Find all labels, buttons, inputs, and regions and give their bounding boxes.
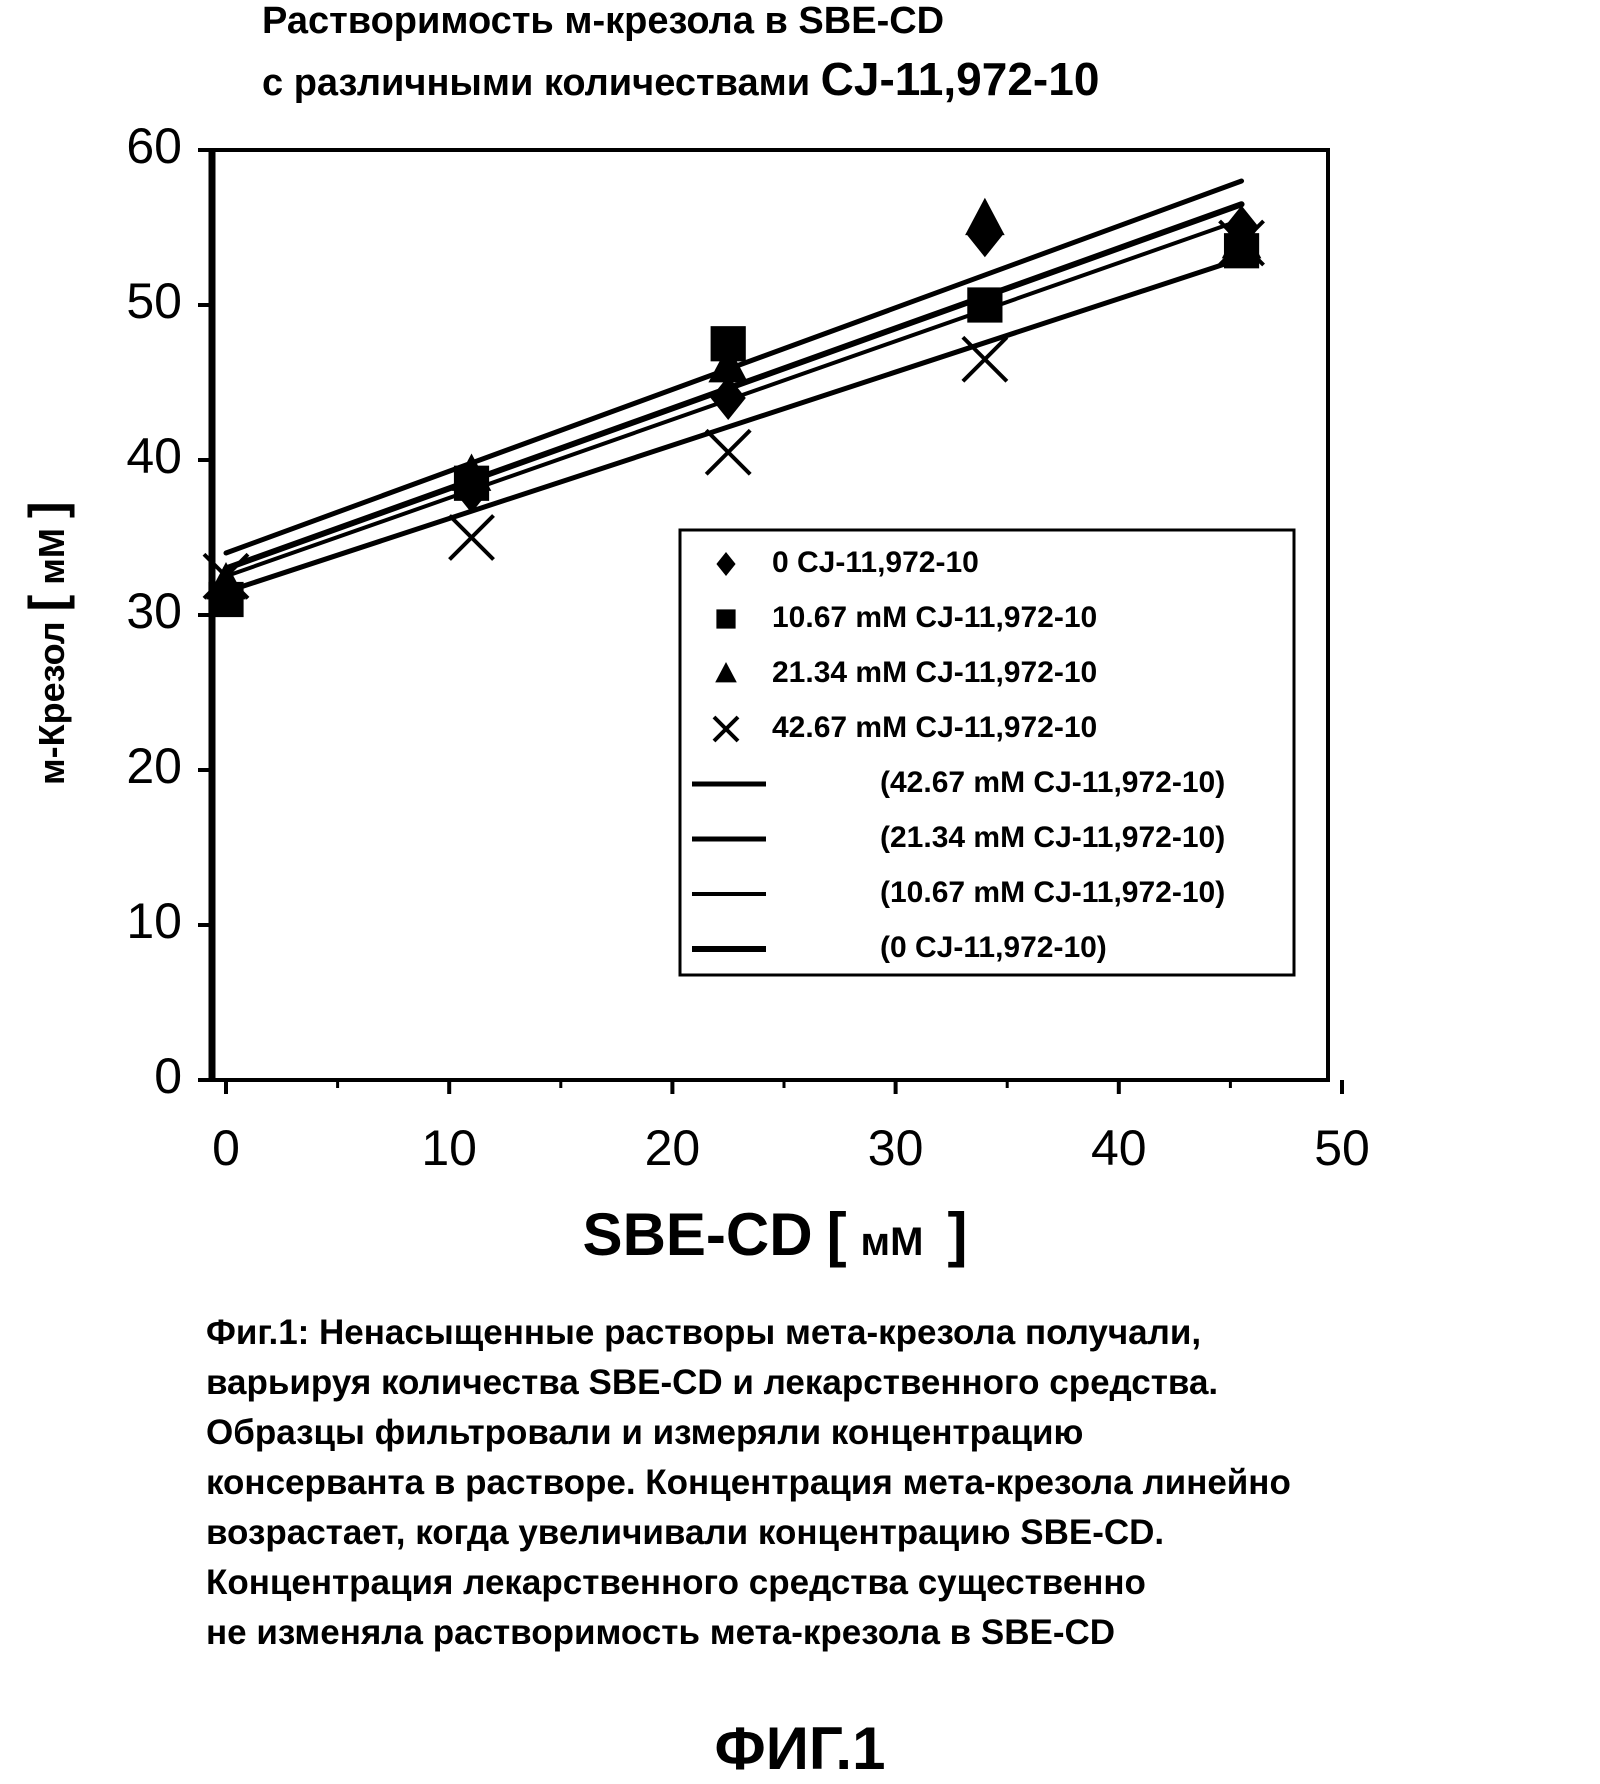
caption-line: консерванта в растворе. Концентрация мета-крезола линейно xyxy=(206,1463,1291,1502)
caption-line: Концентрация лекарственного средства существенно xyxy=(206,1563,1146,1602)
x-axis-bracket-open: [ xyxy=(826,1201,847,1268)
marker-triangle xyxy=(965,198,1005,235)
caption-line: возрастает, когда увеличивали концентрацию SBE-CD. xyxy=(206,1513,1165,1552)
x-axis-label-unit: мМ xyxy=(860,1220,924,1264)
y-axis-bracket-close: ] xyxy=(19,501,75,519)
legend-entry-label: 42.67 mM CJ-11,972-10 xyxy=(772,710,1098,744)
x-axis-bracket-close: ] xyxy=(947,1201,968,1268)
chart-title-compound: CJ-11,972-10 xyxy=(820,53,1100,105)
y-axis-bracket-open: [ xyxy=(19,594,75,612)
x-tick-label: 0 xyxy=(212,1120,240,1176)
y-tick-label: 30 xyxy=(126,583,182,640)
legend-entry-label: 21.34 mM CJ-11,972-10 xyxy=(772,655,1098,689)
legend-entry-label: 0 CJ-11,972-10 xyxy=(772,545,979,579)
chart-title-prefix: с различными количествами xyxy=(262,62,811,104)
x-tick-label: 10 xyxy=(421,1120,478,1176)
y-axis-label xyxy=(19,501,75,785)
y-tick-label: 0 xyxy=(154,1048,182,1105)
legend-entry-label: (21.34 mM CJ-11,972-10) xyxy=(880,820,1226,854)
x-tick-label: 30 xyxy=(867,1120,924,1176)
y-tick-label: 40 xyxy=(126,428,182,485)
x-tick-label: 40 xyxy=(1090,1120,1147,1176)
x-axis-ticks xyxy=(212,1080,1370,1176)
marker-square xyxy=(716,609,735,628)
y-axis-ticks xyxy=(126,118,212,1104)
caption-line: Образцы фильтровали и измеряли концентрацию xyxy=(206,1413,1084,1452)
marker-x xyxy=(706,430,750,474)
y-axis-label-main: м-Крезол xyxy=(31,621,72,785)
legend-entry-label: (10.67 mM CJ-11,972-10) xyxy=(880,875,1226,909)
y-axis-label-unit: мМ xyxy=(31,528,72,585)
caption-line: не изменяла растворимость мета-крезола в SBE-CD xyxy=(206,1613,1116,1652)
x-axis-label xyxy=(583,1201,968,1268)
legend-entry-label: (42.67 mM CJ-11,972-10) xyxy=(880,765,1226,799)
y-tick-label: 10 xyxy=(126,893,182,950)
legend xyxy=(680,530,1294,975)
legend-entry-label: (0 CJ-11,972-10) xyxy=(880,930,1107,964)
x-axis-label-main: SBE-CD xyxy=(582,1201,813,1268)
marker-x xyxy=(450,516,494,560)
y-tick-label: 60 xyxy=(126,118,182,175)
y-tick-label: 20 xyxy=(126,738,182,795)
legend-entry-label: 10.67 mM CJ-11,972-10 xyxy=(772,600,1098,634)
figure-caption xyxy=(206,1308,1586,1658)
caption-line: варьируя количества SBE-CD и лекарственного средства. xyxy=(206,1363,1219,1402)
chart-title-line1: Растворимость м-крезола в SBE-CD xyxy=(262,0,945,42)
caption-line: Фиг.1: Ненасыщенные растворы мета-крезола получали, xyxy=(206,1313,1202,1352)
figure-label: ФИГ.1 xyxy=(714,1715,886,1782)
y-tick-label: 50 xyxy=(126,273,182,330)
x-tick-label: 20 xyxy=(644,1120,701,1176)
x-tick-label: 50 xyxy=(1314,1120,1370,1176)
marker-square xyxy=(967,287,1002,322)
